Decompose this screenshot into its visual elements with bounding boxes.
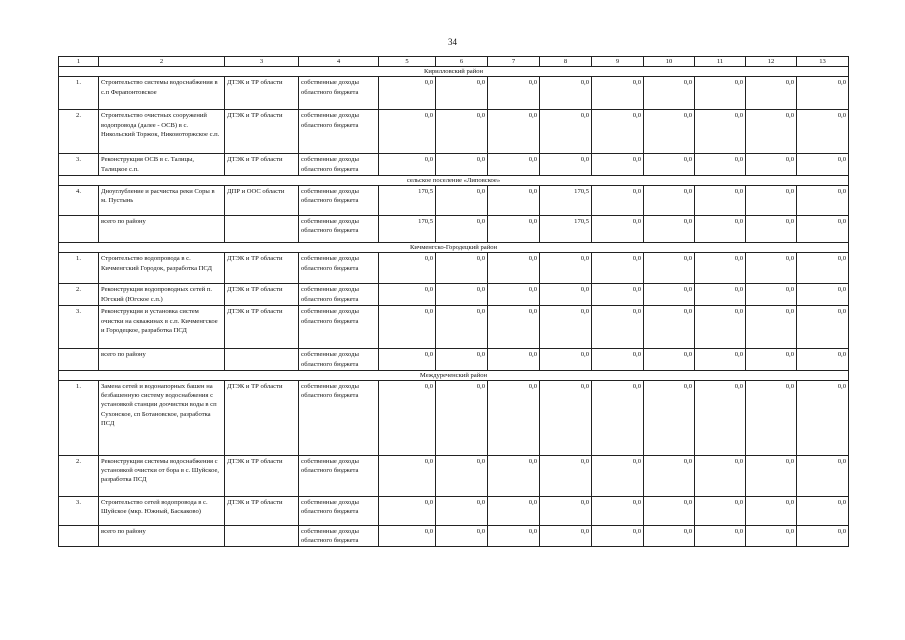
row-number: 3. (59, 306, 99, 349)
table-row (59, 186, 849, 216)
column-number: 5 (379, 57, 436, 67)
column-number: 6 (436, 57, 488, 67)
amount-cell: 0,0 (695, 154, 746, 175)
amount-cell: 0,0 (644, 253, 695, 284)
amount-cell: 0,0 (592, 284, 644, 306)
project-name: Реконструкция и установка систем очистки на скважинах в с.п. Кичменгское и Городецкое, разработка ПСД (99, 306, 225, 349)
executor: ДТЭК и ТР области (225, 284, 299, 306)
amount-cell: 0,0 (488, 154, 540, 175)
amount-cell: 0,0 (488, 110, 540, 154)
amount-cell: 0,0 (695, 216, 746, 243)
column-number: 7 (488, 57, 540, 67)
executor: ДТЭК и ТР области (225, 77, 299, 110)
project-name: Замена сетей и водонапорных башен на безбашенную систему водоснабжения с установкой станции доочистки воды в сп Сухонское, сп Ботановское, разработка ПСД (99, 380, 225, 455)
amount-cell: 0,0 (540, 253, 592, 284)
page-number: 34 (448, 37, 457, 47)
row-number: 2. (59, 455, 99, 496)
section-header-row (59, 67, 849, 77)
project-name: Строительство сетей водопровода в с. Шуйское (мкр. Южный, Баскаково) (99, 496, 225, 525)
table-row (59, 77, 849, 110)
executor: ДТЭК и ТР области (225, 110, 299, 154)
column-number: 10 (644, 57, 695, 67)
amount-cell: 0,0 (644, 349, 695, 370)
row-number (59, 525, 99, 546)
amount-cell: 0,0 (797, 110, 849, 154)
row-number: 1. (59, 380, 99, 455)
table-row (59, 154, 849, 175)
project-name: Строительство системы водоснабжения в с.п Ферапонтовское (99, 77, 225, 110)
section-header-row (59, 175, 849, 185)
amount-cell: 0,0 (379, 110, 436, 154)
amount-cell: 0,0 (379, 306, 436, 349)
executor: ДТЭК и ТР области (225, 154, 299, 175)
funding-source: собственные доходы областного бюджета (299, 216, 379, 243)
amount-cell: 0,0 (644, 77, 695, 110)
amount-cell: 0,0 (488, 306, 540, 349)
row-number: 3. (59, 154, 99, 175)
amount-cell: 0,0 (746, 349, 797, 370)
table-row (59, 496, 849, 525)
table-row (59, 110, 849, 154)
amount-cell: 0,0 (797, 186, 849, 216)
amount-cell: 0,0 (592, 496, 644, 525)
amount-cell: 0,0 (644, 496, 695, 525)
amount-cell: 0,0 (695, 349, 746, 370)
amount-cell: 170,5 (540, 186, 592, 216)
amount-cell: 0,0 (592, 525, 644, 546)
amount-cell: 0,0 (488, 253, 540, 284)
amount-cell: 0,0 (746, 216, 797, 243)
amount-cell: 0,0 (746, 186, 797, 216)
amount-cell: 0,0 (797, 306, 849, 349)
funding-source: собственные доходы областного бюджета (299, 380, 379, 455)
amount-cell: 0,0 (695, 525, 746, 546)
column-number: 3 (225, 57, 299, 67)
funding-source: собственные доходы областного бюджета (299, 525, 379, 546)
table-row (59, 349, 849, 370)
amount-cell: 0,0 (540, 154, 592, 175)
amount-cell: 0,0 (695, 110, 746, 154)
project-name: Реконструкция ОСВ в с. Талицы, Талицкое с.п. (99, 154, 225, 175)
amount-cell: 0,0 (746, 284, 797, 306)
funding-source: собственные доходы областного бюджета (299, 455, 379, 496)
amount-cell: 0,0 (592, 154, 644, 175)
project-name: всего по району (99, 216, 225, 243)
amount-cell: 0,0 (695, 455, 746, 496)
column-number: 4 (299, 57, 379, 67)
amount-cell: 0,0 (592, 110, 644, 154)
column-number: 8 (540, 57, 592, 67)
amount-cell: 0,0 (488, 455, 540, 496)
row-number: 1. (59, 253, 99, 284)
amount-cell: 0,0 (540, 525, 592, 546)
project-name: Дноуглубление и расчистка реки Соры в м. Пустынь (99, 186, 225, 216)
amount-cell: 0,0 (644, 216, 695, 243)
amount-cell: 0,0 (488, 496, 540, 525)
amount-cell: 0,0 (695, 253, 746, 284)
amount-cell: 0,0 (695, 306, 746, 349)
amount-cell: 0,0 (540, 380, 592, 455)
column-number: 12 (746, 57, 797, 67)
amount-cell: 0,0 (436, 284, 488, 306)
amount-cell: 0,0 (644, 525, 695, 546)
amount-cell: 0,0 (746, 154, 797, 175)
amount-cell: 0,0 (488, 349, 540, 370)
amount-cell: 0,0 (540, 496, 592, 525)
row-number: 1. (59, 77, 99, 110)
funding-source: собственные доходы областного бюджета (299, 306, 379, 349)
amount-cell: 0,0 (746, 380, 797, 455)
amount-cell: 0,0 (797, 525, 849, 546)
amount-cell: 0,0 (540, 284, 592, 306)
project-name: всего по району (99, 525, 225, 546)
amount-cell: 0,0 (797, 455, 849, 496)
amount-cell: 0,0 (695, 380, 746, 455)
executor: ДТЭК и ТР области (225, 306, 299, 349)
amount-cell: 0,0 (436, 349, 488, 370)
funding-source: собственные доходы областного бюджета (299, 349, 379, 370)
column-number: 9 (592, 57, 644, 67)
amount-cell: 0,0 (540, 110, 592, 154)
table-row (59, 525, 849, 546)
executor: ДПР и ООС области (225, 186, 299, 216)
table-row (59, 284, 849, 306)
amount-cell: 0,0 (540, 77, 592, 110)
amount-cell: 0,0 (797, 77, 849, 110)
amount-cell: 0,0 (695, 496, 746, 525)
amount-cell: 0,0 (540, 455, 592, 496)
amount-cell: 0,0 (695, 186, 746, 216)
row-number: 4. (59, 186, 99, 216)
section-title: Междуреченский район (59, 370, 849, 380)
section-header-row (59, 370, 849, 380)
amount-cell: 0,0 (746, 110, 797, 154)
amount-cell: 0,0 (644, 455, 695, 496)
amount-cell: 0,0 (592, 455, 644, 496)
amount-cell: 0,0 (379, 380, 436, 455)
funding-source: собственные доходы областного бюджета (299, 77, 379, 110)
amount-cell: 0,0 (746, 77, 797, 110)
amount-cell: 0,0 (436, 525, 488, 546)
amount-cell: 0,0 (436, 186, 488, 216)
table-row (59, 253, 849, 284)
funding-source: собственные доходы областного бюджета (299, 496, 379, 525)
amount-cell: 0,0 (379, 525, 436, 546)
section-title: Кирилловский район (59, 67, 849, 77)
table-row (59, 306, 849, 349)
amount-cell: 0,0 (644, 284, 695, 306)
amount-cell: 0,0 (436, 110, 488, 154)
amount-cell: 0,0 (695, 284, 746, 306)
executor (225, 216, 299, 243)
column-number: 13 (797, 57, 849, 67)
table-row (59, 455, 849, 496)
amount-cell: 170,5 (540, 216, 592, 243)
amount-cell: 0,0 (592, 380, 644, 455)
section-header-row (59, 243, 849, 253)
project-name: Строительство водопровода в с. Кичменгский Городок, разработка ПСД (99, 253, 225, 284)
column-number: 1 (59, 57, 99, 67)
amount-cell: 0,0 (592, 216, 644, 243)
column-number: 2 (99, 57, 225, 67)
executor: ДТЭК и ТР области (225, 380, 299, 455)
amount-cell: 0,0 (746, 496, 797, 525)
amount-cell: 0,0 (488, 525, 540, 546)
table-body (59, 57, 849, 547)
amount-cell: 0,0 (379, 455, 436, 496)
amount-cell: 0,0 (379, 284, 436, 306)
funding-source: собственные доходы областного бюджета (299, 284, 379, 306)
amount-cell: 0,0 (379, 253, 436, 284)
row-number (59, 216, 99, 243)
amount-cell: 0,0 (644, 186, 695, 216)
amount-cell: 0,0 (488, 284, 540, 306)
amount-cell: 0,0 (488, 186, 540, 216)
amount-cell: 0,0 (540, 306, 592, 349)
table-row (59, 216, 849, 243)
amount-cell: 0,0 (644, 154, 695, 175)
amount-cell: 0,0 (436, 77, 488, 110)
amount-cell: 0,0 (592, 306, 644, 349)
amount-cell: 0,0 (488, 216, 540, 243)
project-name: всего по району (99, 349, 225, 370)
amount-cell: 0,0 (436, 455, 488, 496)
amount-cell: 0,0 (488, 380, 540, 455)
amount-cell: 170,5 (379, 216, 436, 243)
amount-cell: 0,0 (797, 253, 849, 284)
amount-cell: 0,0 (746, 253, 797, 284)
amount-cell: 0,0 (379, 154, 436, 175)
executor: ДТЭК и ТР области (225, 253, 299, 284)
amount-cell: 0,0 (540, 349, 592, 370)
project-name: Реконструкция системы водоснабжения с установкой очистки от бора в с. Шуйское, разработка ПСД (99, 455, 225, 496)
executor (225, 525, 299, 546)
amount-cell: 0,0 (797, 496, 849, 525)
amount-cell: 0,0 (379, 496, 436, 525)
amount-cell: 0,0 (436, 154, 488, 175)
amount-cell: 0,0 (797, 380, 849, 455)
amount-cell: 0,0 (379, 77, 436, 110)
amount-cell: 0,0 (797, 216, 849, 243)
row-number: 3. (59, 496, 99, 525)
amount-cell: 170,5 (379, 186, 436, 216)
column-number: 11 (695, 57, 746, 67)
amount-cell: 0,0 (436, 380, 488, 455)
funding-source: собственные доходы областного бюджета (299, 186, 379, 216)
section-title: сельское поселение «Липовское» (59, 175, 849, 185)
executor: ДТЭК и ТР области (225, 496, 299, 525)
section-title: Кичменгско-Городецкий район (59, 243, 849, 253)
amount-cell: 0,0 (592, 77, 644, 110)
amount-cell: 0,0 (746, 525, 797, 546)
amount-cell: 0,0 (797, 349, 849, 370)
budget-table (58, 56, 849, 547)
amount-cell: 0,0 (644, 306, 695, 349)
executor: ДТЭК и ТР области (225, 455, 299, 496)
amount-cell: 0,0 (797, 154, 849, 175)
project-name: Строительство очистных сооружений водопровода (далее - ОСВ) в с. Никольский Торжок, Никоиоторжское с.п. (99, 110, 225, 154)
amount-cell: 0,0 (436, 496, 488, 525)
amount-cell: 0,0 (436, 306, 488, 349)
row-number: 2. (59, 284, 99, 306)
project-name: Реконструкция водопроводных сетей п. Югский (Югское с.п.) (99, 284, 225, 306)
amount-cell: 0,0 (436, 216, 488, 243)
amount-cell: 0,0 (592, 186, 644, 216)
executor (225, 349, 299, 370)
amount-cell: 0,0 (379, 349, 436, 370)
funding-source: собственные доходы областного бюджета (299, 154, 379, 175)
table-row (59, 380, 849, 455)
column-number-row (59, 57, 849, 67)
amount-cell: 0,0 (592, 253, 644, 284)
amount-cell: 0,0 (746, 306, 797, 349)
funding-source: собственные доходы областного бюджета (299, 253, 379, 284)
amount-cell: 0,0 (488, 77, 540, 110)
amount-cell: 0,0 (592, 349, 644, 370)
amount-cell: 0,0 (695, 77, 746, 110)
amount-cell: 0,0 (644, 110, 695, 154)
row-number (59, 349, 99, 370)
amount-cell: 0,0 (436, 253, 488, 284)
amount-cell: 0,0 (644, 380, 695, 455)
row-number: 2. (59, 110, 99, 154)
funding-source: собственные доходы областного бюджета (299, 110, 379, 154)
amount-cell: 0,0 (797, 284, 849, 306)
amount-cell: 0,0 (746, 455, 797, 496)
